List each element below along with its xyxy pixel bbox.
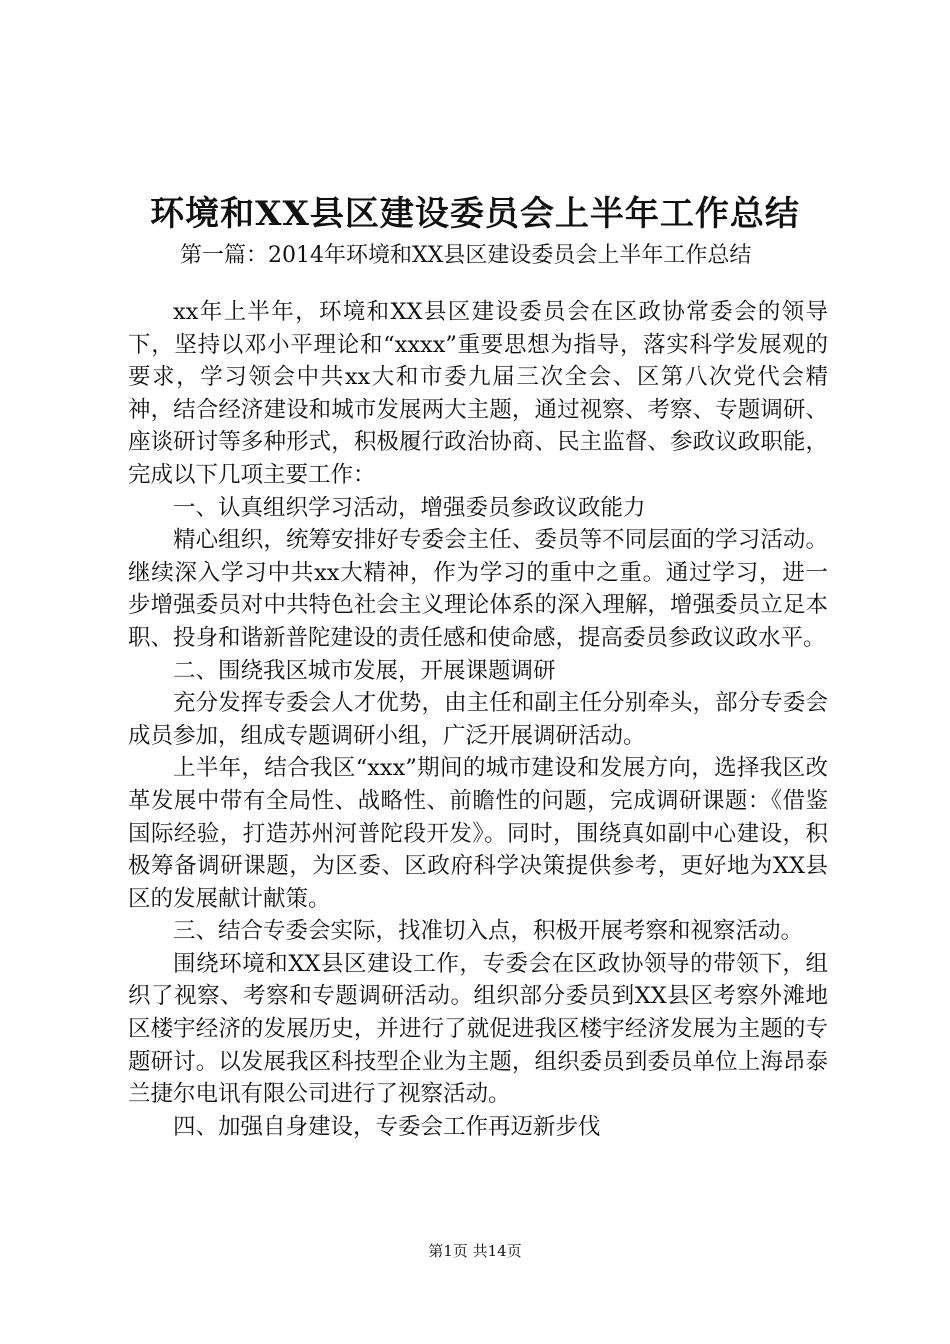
paragraph-inspections: 围绕环境和XX县区建设工作，专委会在区政协领导的带领下，组织了视察、考察和专题调研活动。组织部分委员到XX县区考察外滩地区楼宇经济的发展历史，并进行了就促进我区楼宇经济发展为主题的专题研讨。以发展我区科技型企业为主题，组织委员到委员单位上海昂泰兰捷尔电讯有限公司进行了视察活动。 xyxy=(128,950,828,1108)
section-heading-3: 三、结合专委会实际，找准切入点，积极开展考察和视察活动。 xyxy=(173,918,804,945)
section-heading-2: 二、围绕我区城市发展，开展课题调研 xyxy=(173,657,556,684)
document-title: 环境和XX县区建设委员会上半年工作总结 xyxy=(150,194,800,234)
document-body xyxy=(128,296,828,1143)
page-footer: 第1页 共14页 xyxy=(428,1242,522,1260)
paragraph-intro: xx年上半年，环境和XX县区建设委员会在区政协常委会的领导下，坚持以邓小平理论和“xxxx”重要思想为指导，落实科学发展观的要求，学习领会中共xx大和市委九届三次全会、区第八次党代会精神，结合经济建设和城市发展两大主题，通过视察、考察、专题调研、座谈研讨等多种形式，积极履行政治协商、民主监督、参政议政职能，完成以下几项主要工作： xyxy=(128,299,828,488)
section-heading-1: 一、认真组织学习活动，增强委员参政议政能力 xyxy=(173,494,646,521)
section-heading-4: 四、加强自身建设，专委会工作再迈新步伐 xyxy=(173,1113,601,1140)
paragraph-research-team: 充分发挥专委会人才优势，由主任和副主任分别牵头，部分专委会成员参加，组成专题调研小组，广泛开展调研活动。 xyxy=(128,690,828,749)
paragraph-study: 精心组织，统筹安排好专委会主任、委员等不同层面的学习活动。继续深入学习中共xx大精神，作为学习的重中之重。通过学习，进一步增强委员对中共特色社会主义理论体系的深入理解，增强委员立足本职、投身和谐新普陀建设的责任感和使命感，提高委员参政议政水平。 xyxy=(128,527,828,651)
document-subtitle: 第一篇：2014年环境和XX县区建设委员会上半年工作总结 xyxy=(180,243,752,268)
paragraph-research-topics: 上半年，结合我区“xxx”期间的城市建设和发展方向，选择我区改革发展中带有全局性、战略性、前瞻性的问题，完成调研课题：《借鉴国际经验，打造苏州河普陀段开发》。同时，围绕真如副中心建设，积极筹备调研课题，为区委、区政府科学决策提供参考，更好地为XX县区的发展献计献策。 xyxy=(128,755,828,912)
